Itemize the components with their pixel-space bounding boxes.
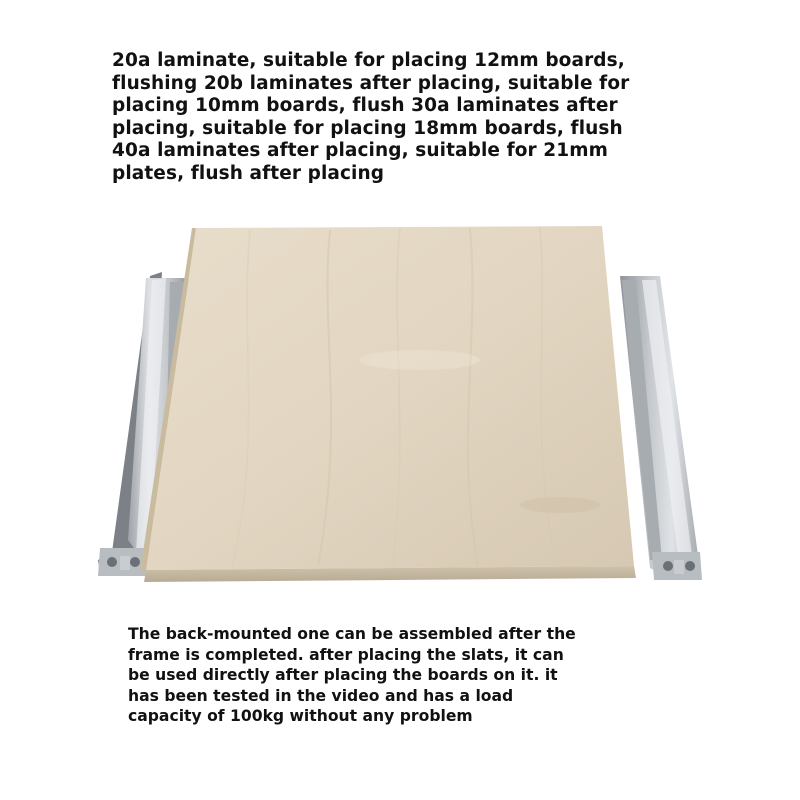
wood-board xyxy=(140,226,636,582)
bottom-description-line: The back-mounted one can be assembled after the xyxy=(128,625,576,643)
top-description-line: flushing 20b laminates after placing, suitable for xyxy=(112,72,630,94)
top-description-line: 20a laminate, suitable for placing 12mm boards, xyxy=(112,50,625,71)
top-description-line: 40a laminates after placing, suitable for 21mm xyxy=(112,140,608,162)
bottom-description-line: has been tested in the video and has a load xyxy=(128,686,514,705)
bottom-description-line: capacity of 100kg without any problem xyxy=(128,707,473,726)
bottom-description xyxy=(128,624,668,727)
bottom-description-line: frame is completed. after placing the slats, it can xyxy=(128,645,564,664)
top-description-line: placing, suitable for placing 18mm boards, flush xyxy=(112,117,623,139)
right-aluminum-profile xyxy=(620,276,702,580)
top-description-line: placing 10mm boards, flush 30a laminates after xyxy=(112,95,618,117)
top-description-line: plates, flush after placing xyxy=(112,162,385,184)
bottom-description-line: be used directly after placing the boards on it. it xyxy=(128,666,558,685)
